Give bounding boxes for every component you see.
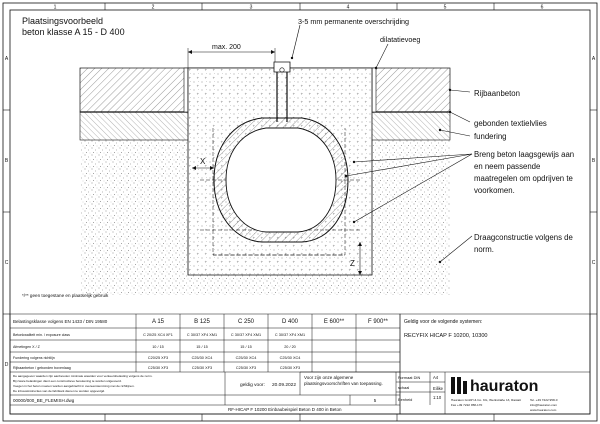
company-name: hauraton [470,378,539,395]
pour-annotation-4: voorkomen. [474,186,515,195]
row1-a15: 10 / 15 [152,345,164,349]
row1-c250: 15 / 15 [240,345,252,349]
unit-value: Eilike [433,386,444,391]
class-f900: F 900** [367,319,389,325]
contact-phone: Tel. +49 7222 958-0 [530,398,558,402]
row3-a15: C25/30 XF3 [147,366,169,370]
col-mark-3: 3 [249,4,253,11]
row-mark-a-right: A [591,56,596,62]
row3-d400: C25/30 XF3 [279,366,301,370]
table-note-1: Bij zware belastingen dient een constructieve berekening te worden uitgevoerd. [13,379,122,383]
row-mark-c-right: C [591,260,596,266]
row0-a15: C 20/25 XC4 XF1 [143,333,173,337]
slot-top-cap [274,62,290,72]
contact-web: www.hauraton.com [530,408,557,412]
scale-label: schaal [398,385,410,390]
expansion-joint-left [184,68,188,112]
class-d400: D 400 [281,319,299,325]
class-a15: A 15 [151,319,165,325]
company-address: Hauraton GmbH & Co. KG, Werkstraße 13, Rastatt [451,398,521,402]
row3-b125: C25/30 XF3 [191,366,213,370]
class-e600: E 600** [323,319,345,325]
contact-fax: Fax +49 7222 958-170 [451,403,483,407]
validity-label: geldig voor: [240,383,265,388]
load-class-header: Belastingsklasse volgens EN 1433 / DIN 19580 [13,319,108,324]
table-note-3: De inbouwinstructies van de fabrikant dienen te worden opgevolgd. [13,389,106,393]
row-mark-c: C [4,260,9,266]
systems-intro: Geldig voor de volgende systemen: [404,319,483,325]
install-note-line1: Voor zijn onze algemene [304,375,354,380]
row-mark-b: B [4,158,9,164]
drawing-number: 00000/000_BE_FLEMISH.dwg [13,398,75,403]
row-label-0: Betonkwaliteit min. / exposure class [13,333,70,337]
class-b125: B 125 [194,319,210,325]
class-c250: C 250 [237,319,255,325]
col-mark-4: 4 [346,4,350,11]
foundation-annotation: fundering [474,132,507,141]
row1-d400: 20 / 20 [284,345,296,349]
overshoot-annotation: 3-5 mm permanente overschrijding [298,17,410,26]
col-mark-5: 5 [443,4,447,11]
textile-annotation: gebonden textielvlies [474,119,547,128]
drawing-title-line1: Plaatsingsvoorbeeld [22,16,104,26]
row2-c250: C25/30 XC4 [235,356,257,360]
joint-annotation: dilatatievoeg [380,35,421,44]
row1-b125: 15 / 15 [196,345,208,349]
pour-annotation-2: en neem passende [474,162,541,171]
col-mark-2: 2 [151,4,155,11]
channel-body-inner [226,128,336,232]
validity-value: 20.09.2022 [272,383,297,388]
col-mark-6: 6 [540,4,544,11]
row0-b125: C 30/37 XF4 XM1 [186,333,218,337]
support-annotation-2: norm. [474,245,494,254]
row-label-3: Rijbaanbeton / gebonden bovenlaag [13,366,71,370]
x-dimension-label: X [200,157,206,166]
row2-d400: C25/30 XC4 [279,356,301,360]
row0-c250: C 30/37 XF4 XM1 [230,333,262,337]
row0-d400: C 30/37 XF4 XM1 [274,333,306,337]
road-concrete-annotation: Rijbaanbeton [474,89,520,98]
col-mark-1: 1 [53,4,57,11]
format-value: A4 [433,375,439,380]
sheet-number: 5 [373,398,377,403]
table-note-0: De aangegeven waarden zijn aanbevolen minimale waarden voor verkeersbelasting volgens de norm. [13,374,153,378]
row-label-1: Afmetingen X / Z [13,345,40,349]
footnote: */** geen toegestane en plaatselijk gebruik [22,293,109,298]
contact-email: info@hauraton.com [530,403,558,407]
pour-annotation-1: Breng beton laagsgewijs aan [474,150,575,159]
support-annotation-1: Draagconstructie volgens de [474,233,573,242]
row-label-2: Fundering volgens richtlijn [13,356,55,360]
format-label: Formaat DIN [398,375,421,380]
row2-a15: C20/25 XF3 [147,356,169,360]
row-mark-a: A [4,56,9,62]
hauraton-logo [451,377,558,412]
spec-table-text [13,319,389,412]
unit-label: Eenheid [398,397,413,402]
cross-section [80,17,574,295]
product-line: RF-HICAP F 10200 Einbaubeispiel Beton D 400 in Beton [228,407,342,412]
scale-value: 1:10 [433,395,442,400]
systems-list: RECYFIX HICAP F 10200, 10300 [404,333,488,339]
logo-mark-icon [451,377,467,394]
pour-annotation-3: maatregelen om opdrijven te [474,174,573,183]
table-note-2: Voegen in het beton moeten worden aangebracht in overeenstemming met de richtlijnen. [13,384,135,388]
expansion-joint-right [372,68,376,112]
max-width-label: max. 200 [212,44,241,51]
z-dimension-label: Z [350,259,355,268]
row-mark-b-right: B [591,158,596,164]
row-mark-d: D [4,362,9,368]
drawing-title-line2: beton klasse A 15 - D 400 [22,27,125,37]
install-note-line2: plaatsingsvoorschriften van toepassing. [304,381,383,386]
row2-b125: C25/30 XC4 [191,356,213,360]
row3-c250: C25/30 XF3 [235,366,257,370]
